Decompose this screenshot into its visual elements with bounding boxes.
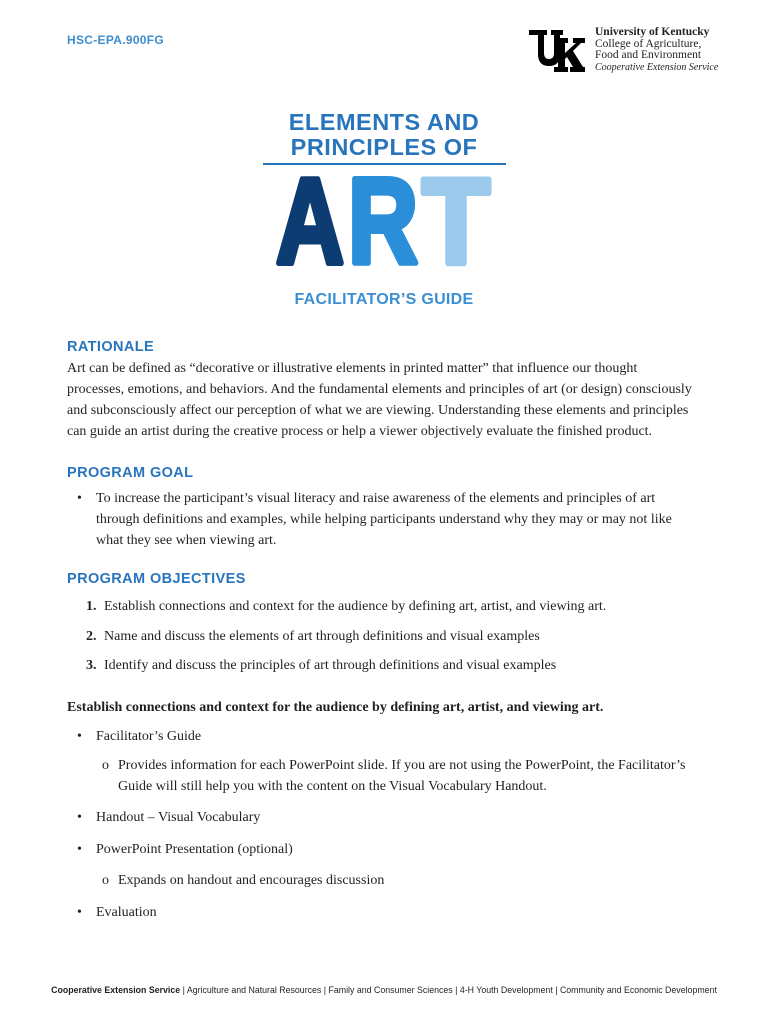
sub-bullet-glyph: o	[102, 873, 109, 888]
objective-item	[86, 596, 706, 617]
college-line-1: College of Agriculture,	[595, 37, 702, 50]
connections-heading: Establish connections and context for the audience by defining art, artist, and viewing art.	[67, 700, 604, 715]
objective-number: 1.	[86, 599, 97, 614]
uk-logo	[528, 28, 586, 74]
footer	[0, 985, 768, 995]
list-item-text: Handout – Visual Vocabulary	[96, 810, 261, 825]
rationale-line: can guide an artist during the creative process or help a viewer objectively evaluate the finished product.	[67, 424, 653, 439]
objective-text: Name and discuss the elements of art through definitions and visual examples	[104, 629, 540, 644]
goal-line: what they see when viewing art.	[96, 533, 277, 548]
objective-text: Identify and discuss the principles of art through definitions and visual examples	[104, 658, 557, 673]
art-wordmark	[276, 168, 492, 270]
program-objectives-heading: PROGRAM OBJECTIVES	[67, 571, 246, 587]
footer-programs: | Agriculture and Natural Resources | Family and Consumer Sciences | 4-H Youth Development | Community and Economic Development	[180, 985, 717, 995]
title-line-2: PRINCIPLES OF	[290, 134, 478, 160]
list-item-text: Facilitator’s Guide	[96, 729, 202, 744]
bullet-glyph: •	[77, 491, 82, 506]
goal-bullet	[77, 488, 707, 551]
bullet-glyph: •	[77, 905, 82, 920]
art-letter-t: T	[422, 168, 490, 270]
rationale-line: processes, emotions, and behaviors. And the fundamental elements and principles of art (or design) consciously	[67, 382, 692, 397]
list-item	[77, 726, 707, 747]
rationale-heading: RATIONALE	[67, 339, 155, 355]
program-goal-heading: PROGRAM GOAL	[67, 465, 194, 481]
sub-bullet-glyph: o	[102, 758, 109, 773]
uk-wordmark	[595, 27, 718, 73]
art-letter-a: A	[276, 168, 344, 270]
bullet-glyph: •	[77, 842, 82, 857]
facilitators-guide-subtitle: FACILITATOR’S GUIDE	[294, 291, 474, 308]
sub-line: Provides information for each PowerPoint slide. If you are not using the PowerPoint, the Facilitator’s	[118, 758, 686, 773]
list-item-text: Evaluation	[96, 905, 157, 920]
list-item-text: PowerPoint Presentation (optional)	[96, 842, 293, 857]
goal-text	[96, 488, 707, 551]
objective-text: Establish connections and context for the audience by defining art, artist, and viewing art.	[104, 599, 607, 614]
rationale-paragraph	[67, 358, 707, 442]
sub-list-item-text	[118, 755, 707, 797]
goal-line: To increase the participant’s visual literacy and raise awareness of the elements and principles of art	[96, 491, 656, 506]
objective-number: 3.	[86, 658, 97, 673]
list-item	[77, 807, 707, 828]
document-title	[0, 110, 768, 160]
sub-list-item	[102, 755, 707, 797]
footer-service: Cooperative Extension Service	[51, 985, 181, 995]
title-divider	[263, 163, 506, 165]
objective-number: 2.	[86, 629, 97, 644]
objective-item	[86, 626, 706, 647]
objective-item	[86, 655, 706, 676]
bullet-glyph: •	[77, 810, 82, 825]
goal-line: through definitions and examples, while helping participants understand why they may or may not like	[96, 512, 672, 527]
sub-list-item	[102, 870, 707, 891]
title-line-1: ELEMENTS AND	[288, 109, 480, 135]
rationale-line: Art can be defined as “decorative or illustrative elements in printed matter” that influence our thought	[67, 361, 638, 376]
sub-list-item-text: Expands on handout and encourages discussion	[118, 873, 385, 888]
extension-service: Cooperative Extension Service	[595, 61, 719, 73]
college-line-2: Food and Environment	[595, 49, 702, 61]
art-letter-r: R	[348, 168, 418, 270]
list-item	[77, 839, 707, 860]
university-name: University of Kentucky	[595, 26, 710, 38]
sub-line: Guide will still help you with the content on the Visual Vocabulary Handout.	[118, 779, 547, 794]
list-item	[77, 902, 707, 923]
publication-code: HSC-EPA.900FG	[67, 33, 165, 47]
rationale-line: and subconsciously affect our perception of what we are viewing. Understanding these elements and principles	[67, 403, 689, 418]
bullet-glyph: •	[77, 729, 82, 744]
